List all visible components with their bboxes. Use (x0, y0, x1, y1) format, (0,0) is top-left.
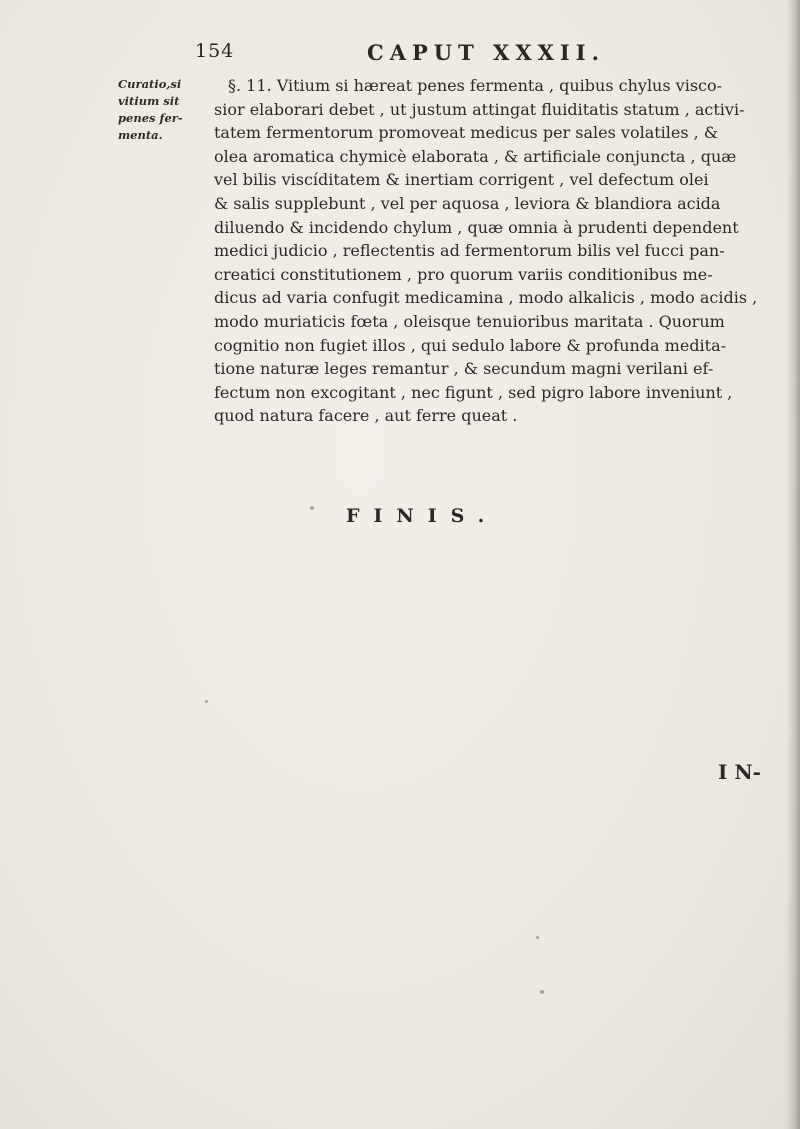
text-line: medici judicio , reflectentis ad fermentorum bilis vel fucci pan- (214, 241, 725, 261)
text-line: & salis supplebunt , vel per aquosa , leviora & blandiora acida (214, 193, 721, 213)
running-head: CAPUT XXXII. (367, 40, 605, 65)
text-line: sior elaborari debet , ut justum attingat fluiditatis statum , activi- (214, 99, 745, 119)
text-line: fectum non excogitant , nec figunt , sed pigro labore inveniunt , (214, 382, 733, 402)
paper-speck (205, 700, 208, 703)
text-line: olea aromatica chymicè elaborata , & artificiale conjuncta , quæ (214, 146, 737, 166)
margin-note-line: penes fer- (118, 111, 183, 125)
paragraph (163, 74, 793, 428)
margin-note-line: vitium sit (118, 94, 180, 108)
page-number: 154 (195, 40, 235, 62)
margin-note-line: Curatio,si (118, 77, 182, 91)
paper-speck (540, 990, 544, 994)
paper-speck (310, 506, 314, 510)
text-line: §. 11. Vitium si hæreat penes fermenta , quibus chylus visco- (228, 76, 723, 95)
margin-note-line: menta. (118, 128, 163, 142)
text-line: dicus ad varia confugit medicamina , modo alkalicis , modo acidis , (214, 288, 758, 308)
text-line: tione naturæ leges remantur , & secundum magni verilani ef- (214, 359, 714, 379)
finis-heading: FINIS. (346, 505, 499, 527)
catchword: I N- (718, 760, 761, 784)
text-line: vel bilis viscíditatem & inertiam corrigent , vel defectum olei (214, 170, 709, 190)
text-line: tatem fermentorum promoveat medicus per sales volatiles , & (214, 123, 719, 143)
text-line: cognitio non fugiet illos , qui sedulo labore & profunda medita- (214, 335, 727, 355)
page-header (195, 40, 665, 68)
paper-speck (536, 936, 539, 939)
text-line: modo muriaticis fœta , oleisque tenuioribus maritata . Quorum (214, 311, 725, 331)
text-line: quod natura facere , aut ferre queat . (214, 406, 518, 426)
text-line: diluendo & incidendo chylum , quæ omnia à prudenti dependent (214, 217, 739, 237)
text-line: creatici constitutionem , pro quorum variis conditionibus me- (214, 264, 713, 284)
